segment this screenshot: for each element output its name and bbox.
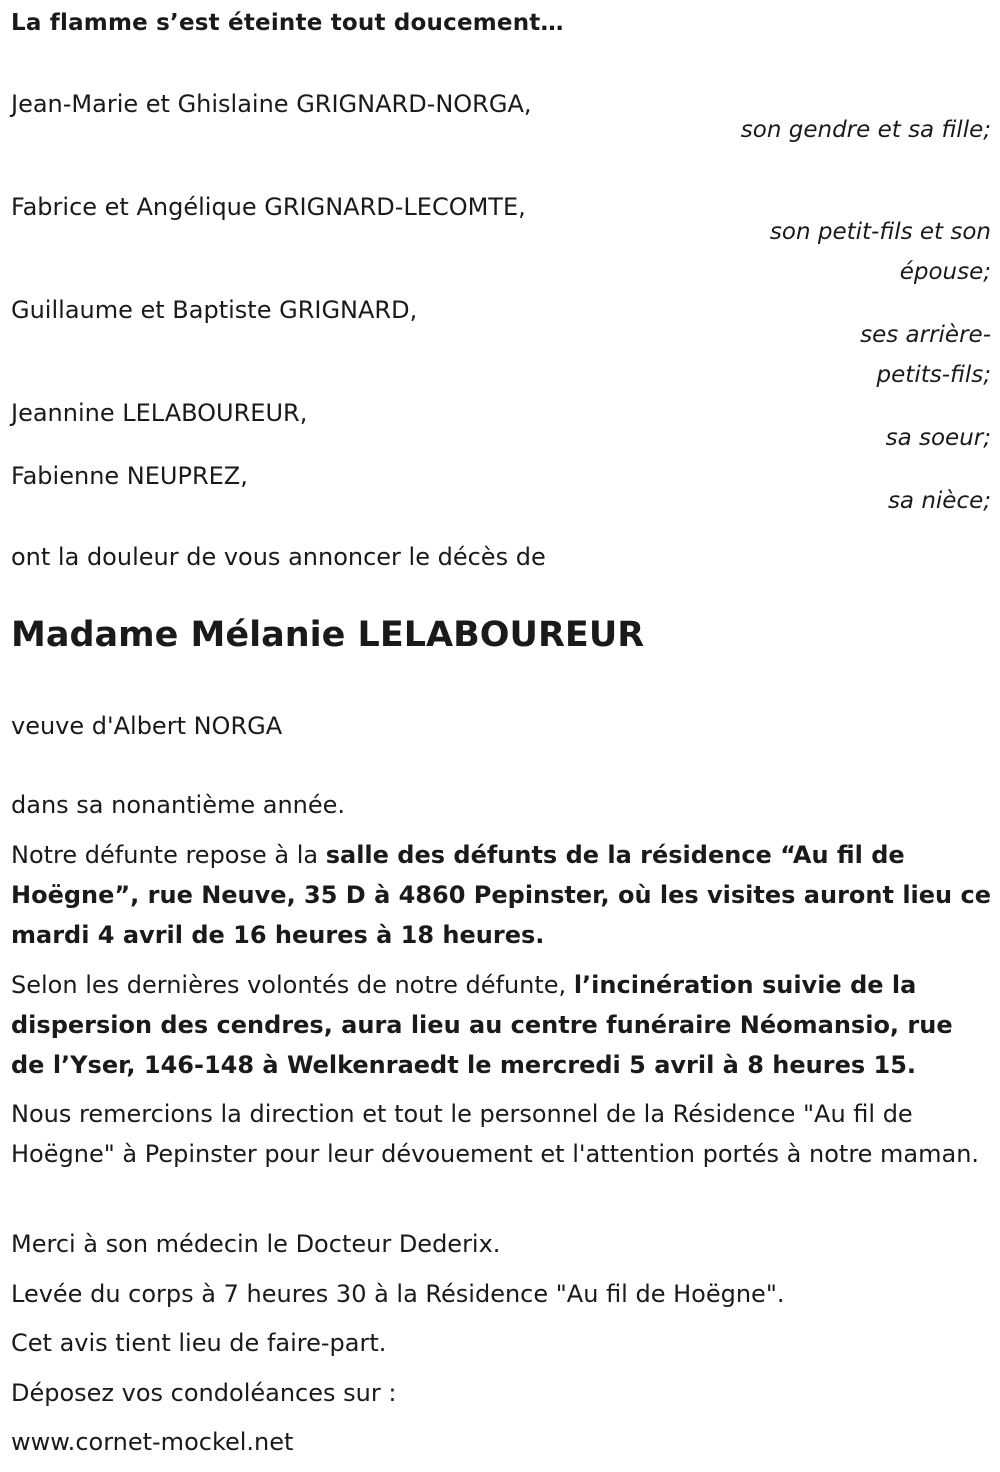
family-member-relation: ses arrière-petits-fils; — [860, 322, 991, 388]
cremation-lead: Selon les dernières volontés de notre défunte, — [11, 971, 574, 999]
condolences-label: Déposez vos condoléances sur : — [11, 1379, 397, 1407]
deceased-name: Madame Mélanie LELABOUREUR — [11, 615, 645, 655]
family-member-name: Jeannine LELABOUREUR, — [11, 399, 308, 427]
cremation-paragraph — [11, 965, 991, 1085]
family-member-name: Fabrice et Angélique GRIGNARD-LECOMTE, — [11, 193, 526, 221]
family-member-name: Fabienne NEUPREZ, — [11, 462, 248, 490]
cremation-details: l’incinération suivie de la dispersion des cendres, aura lieu au centre funéraire Néomansio, rue de l’Yser, 146-148 à Welkenraedt le mercredi 5 avril à 8 heures 15. — [11, 971, 953, 1079]
levee-line: Levée du corps à 7 heures 30 à la Résidence "Au fil de Hoëgne". — [11, 1280, 785, 1308]
repose-details: salle des défunts de la résidence “Au fil de Hoëgne”, rue Neuve, 35 D à 4860 Pepinster, où les visites auront lieu ce mardi 4 avril de 16 heures à 18 heures. — [11, 841, 991, 949]
announcement-line: ont la douleur de vous annoncer le décès de — [11, 543, 546, 571]
repose-lead: Notre défunte repose à la — [11, 841, 326, 869]
family-member-relation: son gendre et sa fille; — [740, 117, 991, 143]
website-link[interactable]: www.cornet-mockel.net — [11, 1428, 294, 1456]
family-member-relation: sa nièce; — [887, 488, 991, 514]
age-line: dans sa nonantième année. — [11, 791, 346, 819]
thanks-doctor-line: Merci à son médecin le Docteur Dederix. — [11, 1230, 501, 1258]
widow-of-line: veuve d'Albert NORGA — [11, 712, 283, 740]
repose-paragraph — [11, 835, 991, 955]
intro-line: La flamme s’est éteinte tout doucement… — [11, 10, 564, 36]
family-member-relation: son petit-fils et son épouse; — [769, 219, 991, 285]
family-member-relation: sa soeur; — [885, 425, 991, 451]
notice-line: Cet avis tient lieu de faire-part. — [11, 1329, 387, 1357]
family-member-name: Guillaume et Baptiste GRIGNARD, — [11, 296, 418, 324]
thanks-residence-paragraph: Nous remercions la direction et tout le personnel de la Résidence "Au fil de Hoëgne" à Pepinster pour leur dévouement et l'attention portés à notre maman. — [11, 1100, 980, 1168]
family-member-name: Jean-Marie et Ghislaine GRIGNARD-NORGA, — [11, 90, 532, 118]
